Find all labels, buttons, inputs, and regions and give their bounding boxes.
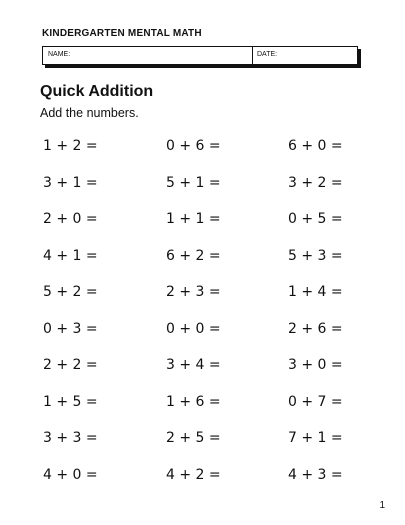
problem: 0 + 7 = <box>288 393 343 410</box>
problem-row <box>0 175 405 212</box>
problem: 0 + 6 = <box>166 138 221 154</box>
problem: 2 + 5 = <box>166 430 221 446</box>
problem: 5 + 2 = <box>43 284 98 300</box>
problem-row <box>0 357 405 394</box>
problem: 3 + 1 = <box>43 174 98 191</box>
problem: 2 + 2 = <box>43 357 98 373</box>
problem: 3 + 3 = <box>43 430 98 446</box>
name-label: NAME: <box>48 51 71 58</box>
problem: 4 + 1 = <box>43 247 98 264</box>
problem-grid <box>0 138 405 503</box>
problem: 1 + 6 = <box>166 393 221 410</box>
problem: 5 + 3 = <box>288 247 343 264</box>
problem: 3 + 0 = <box>288 357 343 373</box>
problem: 0 + 5 = <box>288 211 343 227</box>
worksheet-title: KINDERGARTEN MENTAL MATH <box>42 28 202 39</box>
problem-row <box>0 394 405 431</box>
problem-row <box>0 211 405 248</box>
problem: 3 + 2 = <box>288 174 343 191</box>
instructions: Add the numbers. <box>40 106 139 120</box>
problem: 1 + 4 = <box>288 284 343 300</box>
problem-row <box>0 284 405 321</box>
problem-row <box>0 467 405 504</box>
problem-row <box>0 248 405 285</box>
problem-row <box>0 321 405 358</box>
problem: 1 + 2 = <box>43 138 98 154</box>
problem-row <box>0 430 405 467</box>
problem: 6 + 2 = <box>166 247 221 264</box>
problem: 4 + 3 = <box>288 466 343 483</box>
date-field[interactable] <box>253 47 357 64</box>
problem: 0 + 0 = <box>166 320 221 337</box>
problem: 5 + 1 = <box>166 174 221 191</box>
problem: 4 + 0 = <box>43 466 98 483</box>
section-title: Quick Addition <box>40 83 154 100</box>
date-label: DATE: <box>257 51 278 58</box>
problem: 0 + 3 = <box>43 320 98 337</box>
problem: 2 + 6 = <box>288 320 343 337</box>
problem: 1 + 5 = <box>43 393 98 410</box>
name-date-bar <box>42 46 358 65</box>
problem: 3 + 4 = <box>166 357 221 373</box>
problem: 2 + 3 = <box>166 284 221 300</box>
problem: 6 + 0 = <box>288 138 343 154</box>
page-number: 1 <box>379 500 385 511</box>
problem: 1 + 1 = <box>166 211 221 227</box>
problem: 7 + 1 = <box>288 430 343 446</box>
problem: 4 + 2 = <box>166 466 221 483</box>
name-field[interactable] <box>43 47 253 64</box>
problem-row <box>0 138 405 175</box>
problem: 2 + 0 = <box>43 211 98 227</box>
